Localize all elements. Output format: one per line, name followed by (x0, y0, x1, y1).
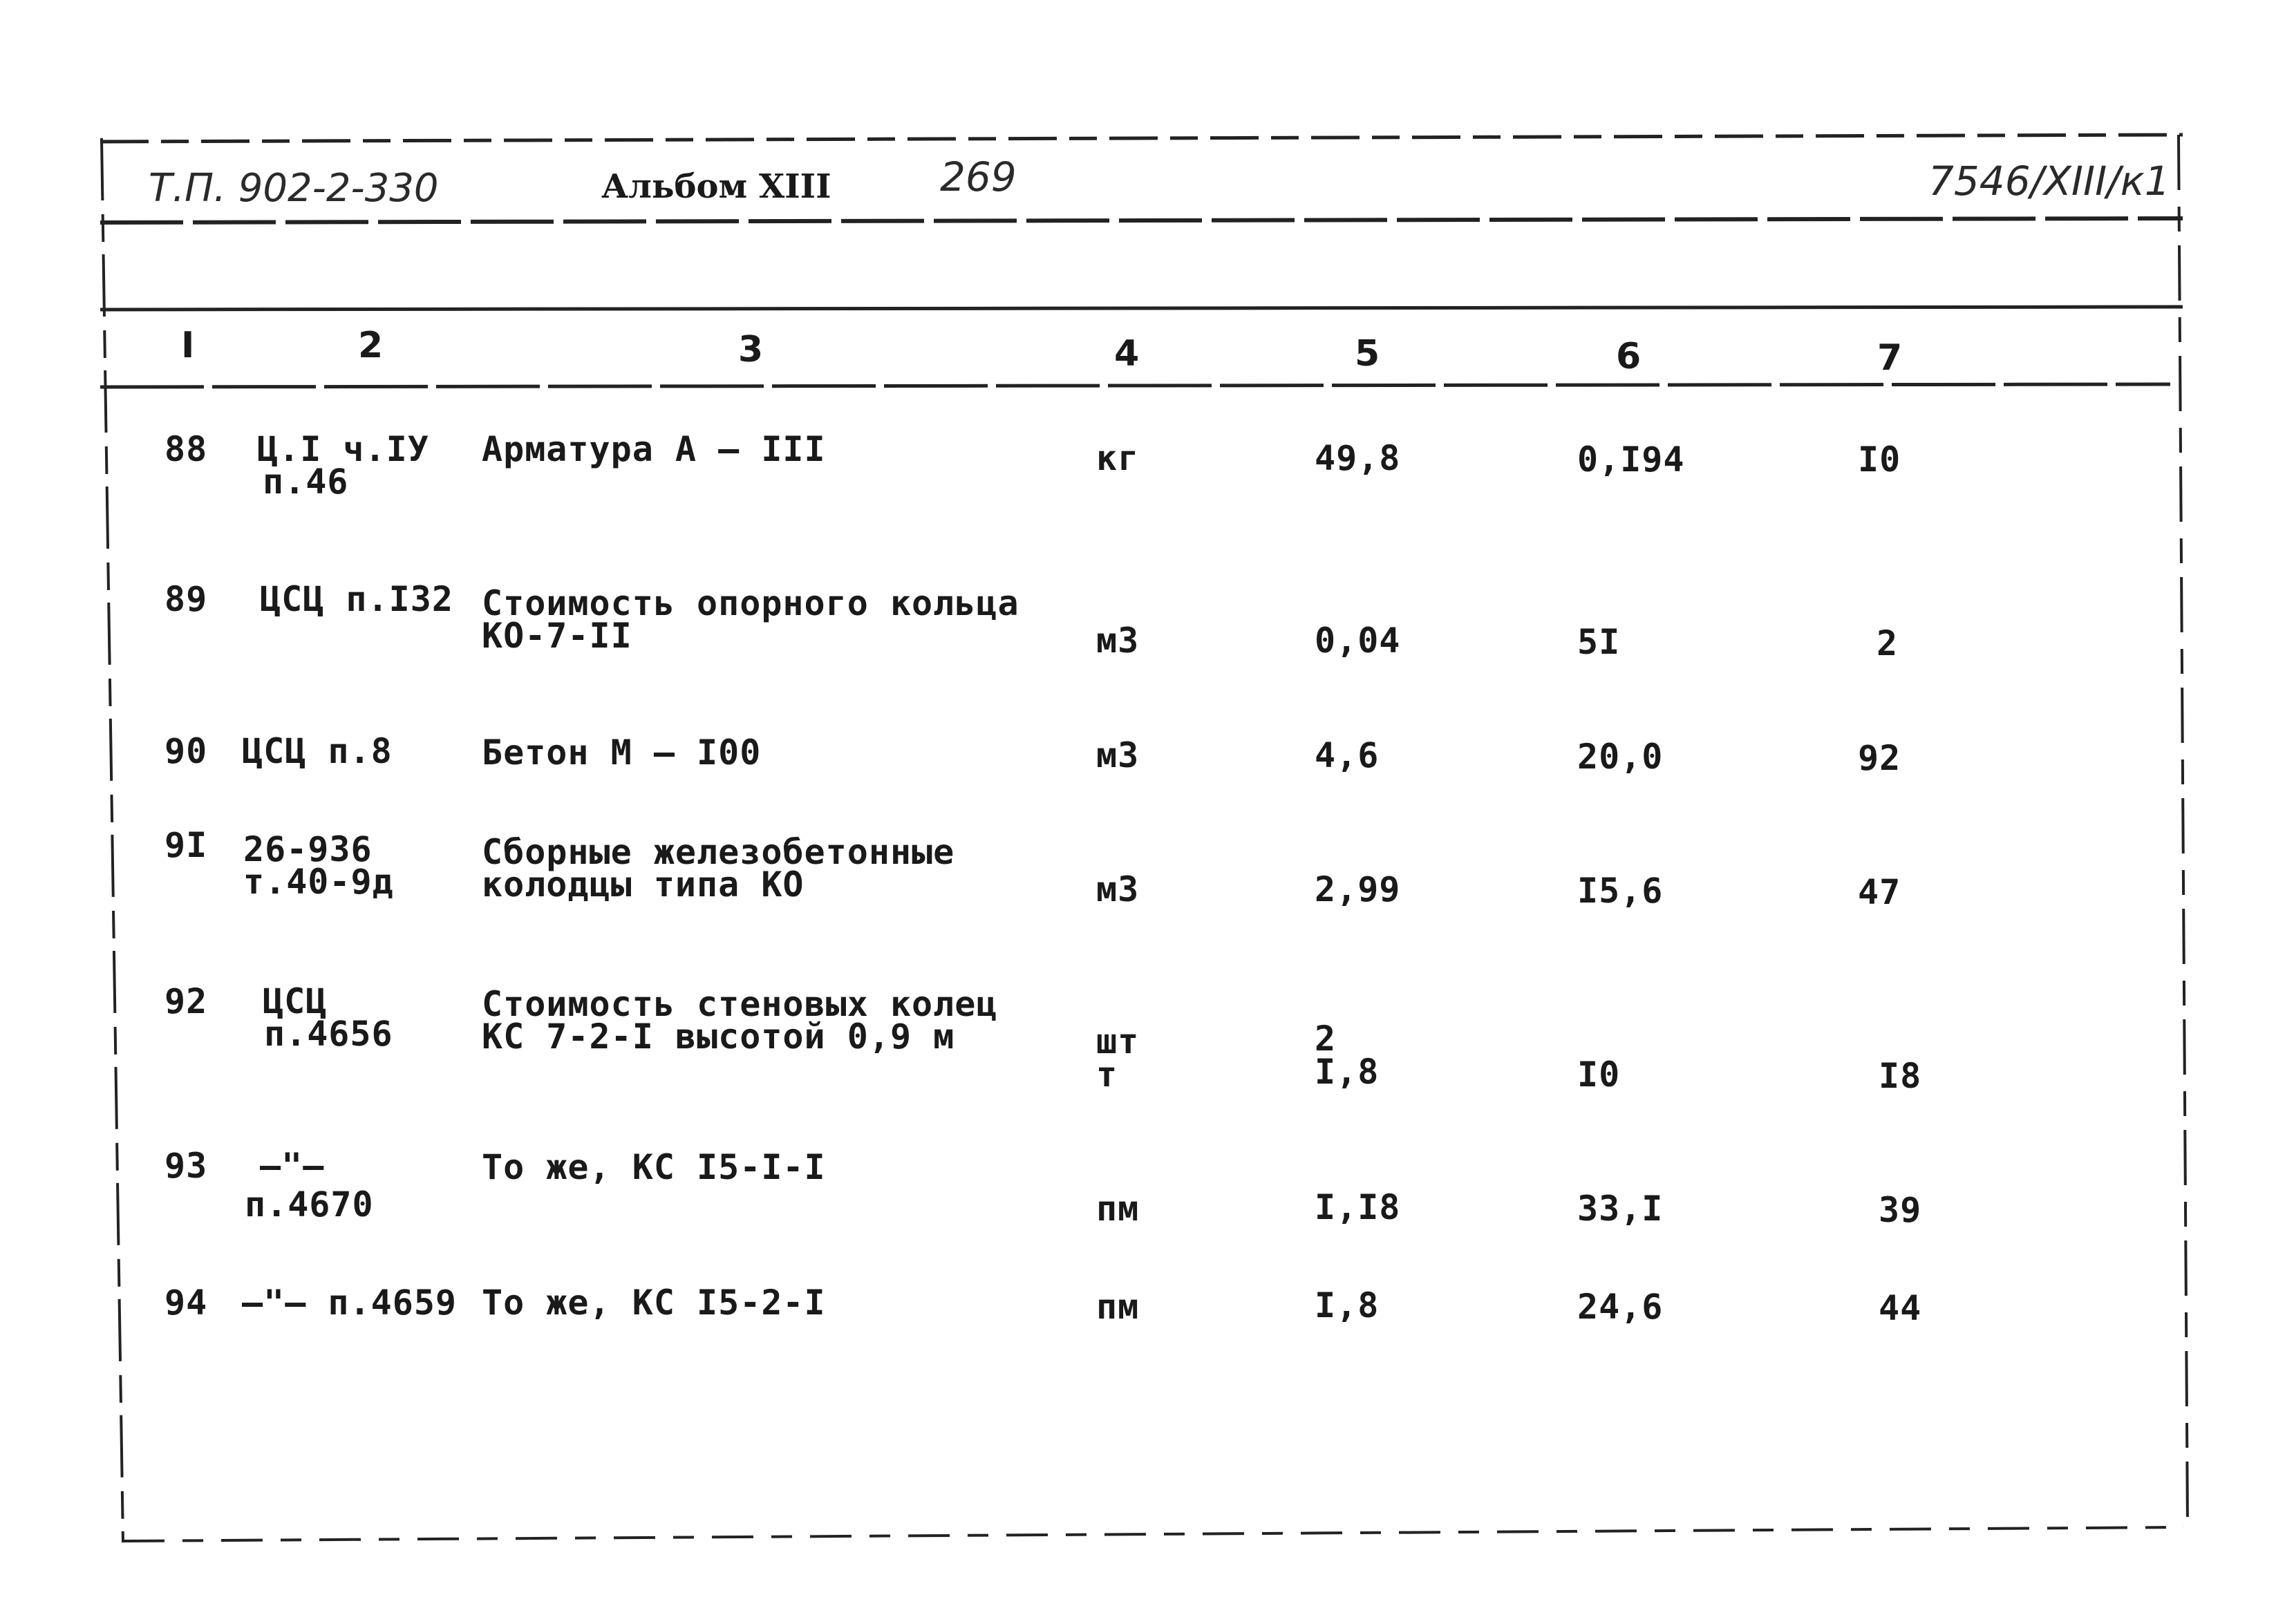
column-header-5: 5 (1355, 333, 1380, 375)
row-quantity: I,8 (1315, 1285, 1380, 1325)
row-quantity: 49,8 (1315, 438, 1401, 478)
row-item-name: Арматура А – III (482, 429, 826, 469)
row-reference-line: п.46 (263, 462, 349, 502)
row-unit: м3 (1096, 869, 1140, 909)
row-number: 93 (164, 1146, 208, 1186)
row-reference-line: ЦСЦ (263, 981, 328, 1021)
row-unit: м3 (1096, 735, 1140, 775)
sheet-reference: 7546/XIII/к1 (1928, 158, 2170, 205)
row-item-name: КС 7-2-I высотой 0,9 м (482, 1017, 955, 1057)
row-quantity: I,I8 (1315, 1187, 1401, 1227)
row-number: 89 (164, 579, 208, 619)
page-number: 269 (940, 153, 1017, 200)
row-reference-line: т.40-9д (243, 862, 394, 902)
row-reference-line: п.4670 (245, 1184, 374, 1225)
row-number: 94 (164, 1283, 208, 1323)
row-item-name: То же, КС I5-2-I (482, 1283, 826, 1323)
row-item-name: Стоимость стеновых колец (482, 984, 998, 1024)
row-item-name: Бетон М – I00 (482, 733, 762, 773)
column-header-4: 4 (1114, 333, 1140, 375)
column-header-3: 3 (738, 329, 764, 370)
row-unit: кг (1096, 438, 1140, 478)
column-header-2: 2 (358, 325, 384, 366)
row-item-name: Стоимость опорного кольца (482, 583, 1019, 623)
row-number: 90 (164, 731, 208, 771)
row-quantity: 2,99 (1315, 869, 1401, 909)
row-total: 47 (1858, 872, 1901, 912)
row-total: I0 (1858, 440, 1901, 480)
row-unit: м3 (1096, 621, 1140, 661)
row-number: 92 (164, 981, 208, 1021)
row-reference-line: –"– (260, 1146, 325, 1186)
row-quantity: 2 (1315, 1019, 1337, 1059)
row-unit-price: 33,I (1577, 1189, 1664, 1229)
row-item-name: То же, КС I5-I-I (482, 1147, 826, 1187)
row-unit: пм (1096, 1189, 1140, 1229)
doc-code: Т.П. 902-2-330 (149, 166, 439, 211)
row-unit-price: 20,0 (1577, 737, 1664, 777)
row-unit-price: I5,6 (1577, 871, 1664, 911)
row-reference-line: ЦСЦ п.8 (242, 731, 393, 771)
row-reference-line: 26-936 (243, 829, 373, 869)
row-unit-price: 24,6 (1577, 1287, 1664, 1327)
row-unit-price: 0,I94 (1577, 440, 1685, 480)
column-header-7: 7 (1877, 337, 1903, 379)
row-reference-line: –"– п.4659 (242, 1283, 458, 1323)
row-item-name: КО-7-II (482, 616, 632, 656)
row-number: 9I (164, 825, 208, 865)
row-reference-line: п.4656 (264, 1014, 393, 1054)
row-unit-price: 5I (1577, 622, 1621, 662)
row-total: 92 (1858, 738, 1901, 778)
row-item-name: Сборные железобетонные (482, 832, 955, 872)
row-total: 2 (1877, 623, 1899, 663)
row-total: 44 (1879, 1288, 1922, 1328)
row-reference-line: ЦСЦ п.I32 (260, 579, 453, 619)
row-item-name: колодцы типа КО (482, 865, 805, 905)
row-unit-price: I0 (1577, 1055, 1621, 1095)
column-header-6: 6 (1616, 336, 1642, 377)
row-quantity: I,8 (1315, 1052, 1380, 1092)
column-header-1: I (181, 325, 195, 366)
row-quantity: 4,6 (1315, 735, 1380, 775)
row-total: 39 (1879, 1190, 1922, 1230)
album-label: Альбом XIII (601, 167, 831, 206)
row-unit: т (1096, 1055, 1118, 1095)
row-number: 88 (164, 429, 208, 469)
row-unit: шт (1096, 1021, 1140, 1061)
row-reference-line: Ц.I ч.IУ (257, 429, 429, 469)
row-quantity: 0,04 (1315, 621, 1401, 661)
row-total: I8 (1879, 1056, 1922, 1096)
row-unit: пм (1096, 1287, 1140, 1327)
